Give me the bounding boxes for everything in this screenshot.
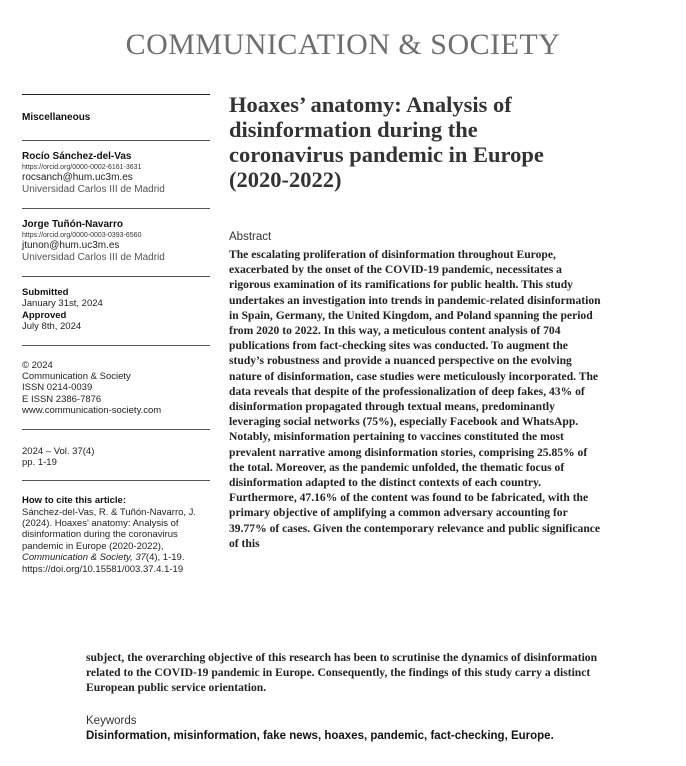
- submitted-label: Submitted: [22, 287, 69, 298]
- copyright-block: [22, 360, 210, 417]
- article-sidebar: [22, 94, 210, 587]
- abstract-heading: Abstract: [229, 231, 272, 243]
- author-orcid[interactable]: https://orcid.org/0000-0002-6161-3631: [22, 164, 142, 171]
- volume: 2024 – Vol. 37(4): [22, 445, 95, 457]
- sidebar-rule: [22, 480, 210, 481]
- keywords-heading: Keywords: [86, 715, 137, 727]
- eissn: E ISSN 2386-7876: [22, 393, 102, 405]
- sidebar-rule: [22, 208, 210, 209]
- citation-label: How to cite this article:: [22, 495, 126, 507]
- author-affiliation: Universidad Carlos III de Madrid: [22, 252, 165, 263]
- sidebar-rule: [22, 94, 210, 95]
- citation-part1: Sánchez-del-Vas, R. & Tuñón-Navarro, J. (2024). Hoaxes' anatomy: Analysis of disinformation during the coronavirus pandemic in Europe (2020-2022),: [22, 506, 197, 552]
- submitted-date: January 31st, 2024: [22, 298, 103, 310]
- author-affiliation: Universidad Carlos III de Madrid: [22, 184, 165, 195]
- volume-block: [22, 446, 210, 469]
- journal-masthead: COMMUNICATION & SOCIETY: [125, 28, 561, 61]
- author-name: Jorge Tuñón-Navarro: [22, 219, 123, 230]
- author-name: Rocío Sánchez-del-Vas: [22, 151, 132, 162]
- approved-label: Approved: [22, 309, 67, 321]
- abstract-body: The escalating proliferation of disinformation throughout Europe, exacerbated by the onset of the COVID-19 pandemic, necessitates a rigorous examination of its ramifications for public health. This study undertakes an investigation into trends in pandemic-related disinformation in Spain, Germany, the United Kingdom, and Poland spanning the period from 2020 to 2022. In this way, a meticulous content analysis of 704 publications from fact-checking sites was conducted. To augment the study’s robustness and provide a nuanced perspective on the evolving nature of disinformation, case studies were meticulously incorporated. The data reveals that despite of the professionalization of deep fakes, 43% of disinformation propagated through textual means, predominantly leveraging social networks (75%), especially Facebook and WhatsApp. Notably, misinformation pertaining to vaccines constituted the most prevalent narrative among disinformation stories, comprising 25.85% of the total. Moreover, as the pandemic unfolded, the thematic focus of disinformation adapted to the distinct contexts of each country. Furthermore, 47.16% of the content was found to be fabricated, with the primary objective of amplifying a common adversary accounting for 39.77% of cases. Given the contemporary relevance and public significance of this: [229, 248, 601, 550]
- journal-url[interactable]: www.communication-society.com: [22, 405, 162, 417]
- approved-date: July 8th, 2024: [22, 321, 82, 333]
- pages: pp. 1-19: [22, 456, 57, 468]
- author-email[interactable]: jtunon@hum.uc3m.es: [22, 240, 120, 251]
- sidebar-rule: [22, 140, 210, 141]
- citation-text: [22, 507, 210, 575]
- author-orcid[interactable]: https://orcid.org/0000-0003-0393-6560: [22, 232, 142, 239]
- article-title: Hoaxes’ anatomy: Analysis of disinformation during the coronavirus pandemic in Europe (2020-2022): [229, 92, 544, 192]
- abstract-continuation: subject, the overarching objective of this research has been to scrutinise the dynamics of disinformation related to the COVID-19 pandemic in Europe. Consequently, the findings of this study carry a distinct European public service orientation.: [86, 651, 598, 695]
- issn: ISSN 0214-0039: [22, 382, 93, 394]
- sidebar-rule: [22, 429, 210, 430]
- section-label: Miscellaneous: [22, 112, 91, 123]
- sidebar-rule: [22, 276, 210, 277]
- keywords-list: Disinformation, misinformation, fake news, hoaxes, pandemic, fact-checking, Europe.: [86, 730, 554, 742]
- sidebar-rule: [22, 345, 210, 346]
- dates-block: [22, 287, 210, 333]
- citation-block: [22, 495, 210, 575]
- publisher: Communication & Society: [22, 370, 131, 382]
- citation-part2[interactable]: (4), 1-19. https://doi.org/10.15581/003.37.4.1-19: [22, 552, 185, 575]
- author-email[interactable]: rocsanch@hum.uc3m.es: [22, 172, 133, 183]
- copyright-year: © 2024: [22, 359, 53, 371]
- citation-journal: Communication & Society, 37: [22, 552, 146, 564]
